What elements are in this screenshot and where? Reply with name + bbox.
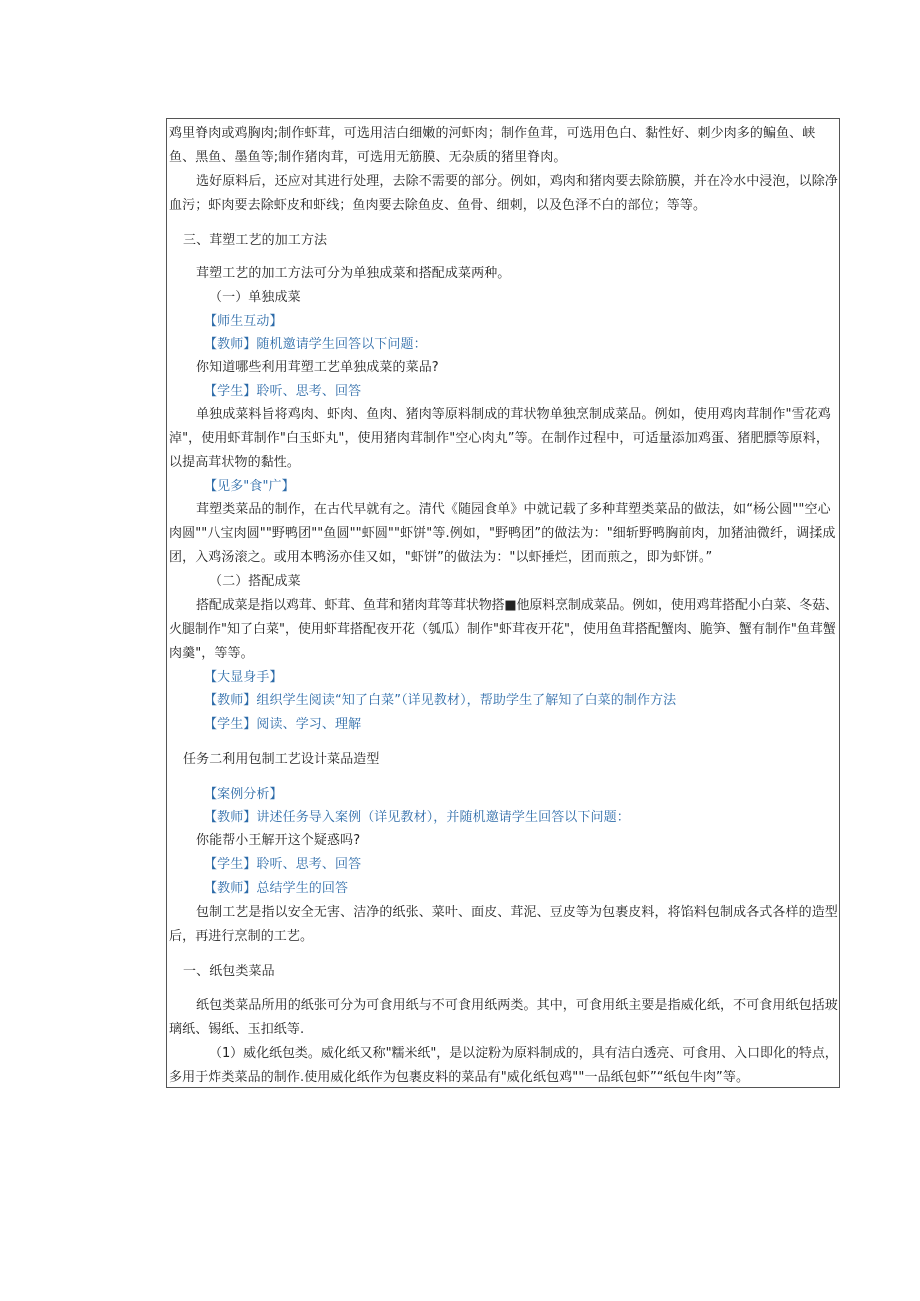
paragraph-line: 肉圆""八宝肉圆""野鸭团""鱼圆""虾圆""虾饼"等.例如，"野鸭团”的做法为："细斩野鸭胸前肉，加猪油微纤，调揉成 bbox=[169, 526, 836, 541]
paragraph-line: 包制工艺是指以安全无害、洁净的纸张、菜叶、面皮、茸泥、豆皮等为包裹皮料，将馅料包制成各式各样的造型 bbox=[196, 905, 838, 920]
paragraph-line: 肉羹"，等等。 bbox=[169, 646, 254, 661]
paragraph-line: 鱼、黑鱼、墨鱼等;制作猪肉茸，可选用无筋膜、无杂质的猪里脊肉。 bbox=[169, 150, 567, 165]
activity-label: 【案例分析】 bbox=[204, 787, 283, 802]
activity-label: 【师生互动】 bbox=[204, 314, 283, 329]
teacher-note: 【教师】总结学生的回答 bbox=[204, 881, 349, 896]
section-heading: 三、茸塑工艺的加工方法 bbox=[183, 233, 328, 248]
paragraph-line: 以提高茸状物的黏性。 bbox=[169, 455, 301, 470]
paragraph-line: 血污；虾肉要去除虾皮和虾线；鱼肉要去除鱼皮、鱼骨、细刺，以及色泽不白的部位；等等。 bbox=[169, 198, 707, 213]
paragraph-line: 淖"，使用虾茸制作"白玉虾丸"，使用猪肉茸制作"空心肉丸”等。在制作过程中，可适量添加鸡蛋、猪肥膘等原料， bbox=[169, 431, 829, 446]
paragraph-line: 你能帮小王解开这个疑惑吗? bbox=[196, 833, 361, 848]
paragraph-line: 茸塑工艺的加工方法可分为单独成菜和搭配成菜两种。 bbox=[196, 266, 511, 281]
paragraph-line: 后，再进行烹制的工艺。 bbox=[169, 929, 314, 944]
task-heading: 任务二利用包制工艺设计菜品造型 bbox=[183, 752, 380, 767]
student-note: 【学生】聆听、思考、回答 bbox=[204, 384, 362, 399]
paragraph-line: 火腿制作"知了白菜"，使用虾茸搭配夜开花（瓠瓜）制作"虾茸夜开花"，使用鱼茸搭配蟹肉、脆笋、蟹有制作"鱼茸蟹 bbox=[169, 622, 836, 637]
student-note: 【学生】聆听、思考、回答 bbox=[204, 857, 362, 872]
paragraph-line: 选好原料后，还应对其进行处理，去除不需要的部分。例如，鸡肉和猪肉要去除筋膜，并在冷水中浸泡，以除净 bbox=[196, 174, 838, 189]
subsection-heading: （一）单独成菜 bbox=[209, 290, 301, 305]
teacher-note: 【教师】随机邀请学生回答以下问题： bbox=[204, 337, 427, 352]
activity-label: 【大显身手】 bbox=[204, 670, 283, 685]
paragraph-line: （1）威化纸包类。威化纸又称"糯米纸"，是以淀粉为原料制成的，具有洁白透亮、可食用、入口即化的特点， bbox=[209, 1046, 838, 1061]
paragraph-line: 单独成菜料旨将鸡肉、虾肉、鱼肉、猪肉等原料制成的茸状物单独烹制成菜品。例如，使用鸡肉茸制作"雪花鸡 bbox=[196, 407, 831, 422]
paragraph-line: 纸包类菜品所用的纸张可分为可食用纸与不可食用纸两类。其中，可食用纸主要是指威化纸，不可食用纸包括玻 bbox=[196, 998, 838, 1013]
paragraph-line: 你知道哪些利用茸塑工艺单独成菜的菜品? bbox=[196, 360, 439, 375]
paragraph-line: 璃纸、锡纸、玉扣纸等. bbox=[169, 1022, 305, 1037]
section-heading: 一、纸包类菜品 bbox=[183, 964, 275, 979]
paragraph-line: 多用于炸类菜品的制作.使用威化纸作为包裹皮料的菜品有"威化纸包鸡""一品纸包虾”“纸包牛肉”等。 bbox=[169, 1070, 750, 1085]
activity-label: 【见多"食"广】 bbox=[204, 479, 295, 494]
paragraph-line: 茸塑类菜品的制作，在古代早就有之。清代《随园食单》中就记载了多种茸塑类菜品的做法，如“杨公圆""空心 bbox=[196, 502, 831, 517]
teacher-note: 【教师】讲述任务导入案例（详见教材），并随机邀请学生回答以下问题： bbox=[204, 810, 630, 825]
paragraph-line: 搭配成菜是指以鸡茸、虾茸、鱼茸和猪肉茸等茸状物搭■他原料烹制成菜品。例如，使用鸡茸搭配小白菜、冬菇、 bbox=[196, 598, 838, 613]
subsection-heading: （二）搭配成菜 bbox=[209, 574, 301, 589]
teacher-note: 【教师】组织学生阅读“知了白菜”（详见教材），帮助学生了解知了白菜的制作方法 bbox=[204, 693, 677, 708]
paragraph-line: 鸡里脊肉或鸡胸肉;制作虾茸，可选用洁白细嫩的河虾肉；制作鱼茸，可选用色白、黏性好、刺少肉多的鳊鱼、峡 bbox=[169, 126, 816, 141]
paragraph-line: 团，入鸡汤滚之。或用本鸭汤亦佳又如，"虾饼”的做法为："以虾捶烂，团而煎之，即为虾饼。” bbox=[169, 550, 713, 565]
student-note: 【学生】阅读、学习、理解 bbox=[204, 717, 362, 732]
